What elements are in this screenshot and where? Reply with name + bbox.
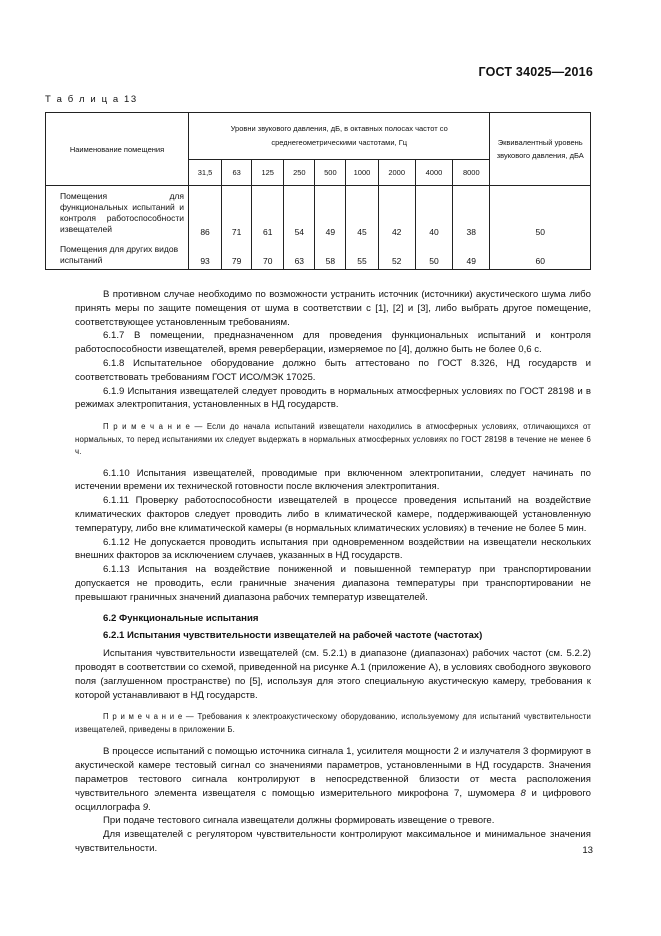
subsection-heading: 6.2.1 Испытания чувствительности извещателей на рабочей частоте (частотах)	[103, 630, 483, 642]
paragraph: 6.1.8 Испытательное оборудование должно быть аттестовано по ГОСТ 8.326, НД государств и соответствовать требованиям ГОСТ ИСО/МЭК 17025.	[75, 357, 591, 383]
table-cell: 45	[346, 186, 378, 241]
paragraph: Для извещателей с регулятором чувствительности контролируют максимальное и минимальное значения чувствительности.	[75, 829, 591, 854]
table-cell: 93	[188, 241, 221, 270]
standard-designation: ГОСТ 34025—2016	[478, 65, 593, 79]
table-cell: 50	[415, 241, 452, 270]
freq-header: 2000	[378, 160, 415, 186]
text-run: В процессе испытаний с помощью источника сигнала 1, усилителя мощности 2 и излучателя 3 формируют в акустической камере тестовый сигнал со значениями параметров, установленными в НД государств. Значения параметров тестового сигнала контролируют в непосредственной близости от места расположения чувствительного элемента извещателя с помощью измерительного микрофона 7, шумомера	[75, 746, 591, 799]
table-cell: 42	[378, 186, 415, 241]
note-text: — Требования к электроакустическому оборудованию, используемому для испытаний чувствительности извещателей, приведены в приложении Б.	[75, 712, 592, 734]
freq-header: 500	[315, 160, 346, 186]
section-heading: 6.2 Функциональные испытания	[103, 612, 259, 624]
table-row	[46, 186, 591, 241]
paragraph: 6.1.12 Не допускается проводить испытания при одновременном воздействии на извещатели нескольких внешних факторов за исключением случаев, указанных в НД государств.	[75, 536, 591, 562]
text-run: и цифрового осциллографа	[75, 787, 591, 813]
text-run: .	[148, 801, 151, 813]
table-cell: 63	[284, 241, 315, 270]
freq-header: 1000	[346, 160, 378, 186]
table-cell: 55	[346, 241, 378, 270]
note-text: — Если до начала испытаний извещатели находились в атмосферных условиях, отличающихся от нормальных, то перед испытаниями их следует выдержать в нормальных атмосферных условиях по ГОСТ 28198 в течение не менее 6 ч.	[75, 422, 592, 457]
sound-level-table	[45, 112, 591, 270]
paragraph: 6.1.13 Испытания на воздействие пониженной и повышенной температур при транспортировании допускается не проводить, если граничные значения диапазона температуры при транспортировании не превышают граничных значений диапазона рабочих температур извещателей.	[75, 564, 591, 603]
table-cell: 49	[315, 186, 346, 241]
room-name: Помещения для функциональных испытаний и контроля работоспособности извещателей	[46, 186, 189, 241]
table-cell: 70	[252, 241, 284, 270]
table-cell: 71	[222, 186, 252, 241]
table-cell: 61	[252, 186, 284, 241]
note	[75, 421, 591, 459]
column-header-levels: Уровни звукового давления, дБ, в октавных полосах частот со среднегеометрическими частотами, Гц	[188, 113, 489, 160]
note-label: П р и м е ч а н и е	[103, 712, 183, 722]
room-name: Помещения для других видов испытаний	[46, 241, 189, 270]
column-header-equivalent: Эквивалентный уровень звукового давления, дБА	[490, 113, 591, 186]
table-cell: 50	[490, 186, 591, 241]
table-cell: 40	[415, 186, 452, 241]
freq-header: 125	[252, 160, 284, 186]
freq-header: 8000	[453, 160, 490, 186]
note	[75, 711, 591, 736]
body-text	[75, 288, 591, 856]
paragraph: 6.1.7 В помещении, предназначенном для проведения функциональных испытаний и контроля работоспособности извещателей, время реверберации, измеряемое по [4], должно быть не более 0,6 с.	[75, 330, 591, 356]
table-row	[46, 241, 591, 270]
column-header-room: Наименование помещения	[46, 113, 189, 186]
table-cell: 49	[453, 241, 490, 270]
note-label: П р и м е ч а н и е	[103, 422, 190, 432]
table-caption: Т а б л и ц а 13	[45, 94, 138, 105]
paragraph: При подаче тестового сигнала извещатели должны формировать извещение о тревоге.	[103, 815, 495, 827]
page-number: 13	[582, 845, 593, 856]
paragraph: 6.1.10 Испытания извещателей, проводимые при включенном электропитании, следует начинать по истечении времени их технической готовности после включения электропитания.	[75, 467, 591, 493]
text-run: 8	[520, 787, 526, 799]
table-cell: 79	[222, 241, 252, 270]
table-cell: 52	[378, 241, 415, 270]
freq-header: 4000	[415, 160, 452, 186]
freq-header: 31,5	[188, 160, 221, 186]
text-run: 9	[142, 801, 149, 813]
freq-header: 63	[222, 160, 252, 186]
paragraph: 6.1.9 Испытания извещателей следует проводить в нормальных атмосферных условиях по ГОСТ 28198 и в режимах электропитания, установленных в НД государств.	[75, 385, 591, 411]
table-cell: 58	[315, 241, 346, 270]
table-cell: 38	[453, 186, 490, 241]
paragraph	[75, 745, 591, 814]
paragraph: В противном случае необходимо по возможности устранить источник (источники) акустического шума либо принять меры по защите помещения от шума в соответствии с [1], [2] и [3], либо выбрать другое помещение, соответствующее установленным требованиям.	[75, 289, 591, 328]
freq-header: 250	[284, 160, 315, 186]
paragraph: 6.1.11 Проверку работоспособности извещателей в процессе проведения испытаний на воздействие климатических факторов следует проводить либо в климатической камере, поддерживающей установленную температуру, либо вне климатической камеры (в нормальных климатических условиях) в течение не более 5 мин.	[75, 495, 591, 534]
paragraph: Испытания чувствительности извещателей (см. 5.2.1) в диапазоне (диапазонах) рабочих частот (см. 5.2.2) проводят в соответствии со схемой, приведенной на рисунке А.1 (приложение А), в условиях свободного звукового поля (заглушенном пространстве) по [5], используя для этого специальную акустическую камеру, требования к которой устанавливают в НД государств.	[75, 648, 591, 701]
table-cell: 54	[284, 186, 315, 241]
table-cell: 60	[490, 241, 591, 270]
table-cell: 86	[188, 186, 221, 241]
